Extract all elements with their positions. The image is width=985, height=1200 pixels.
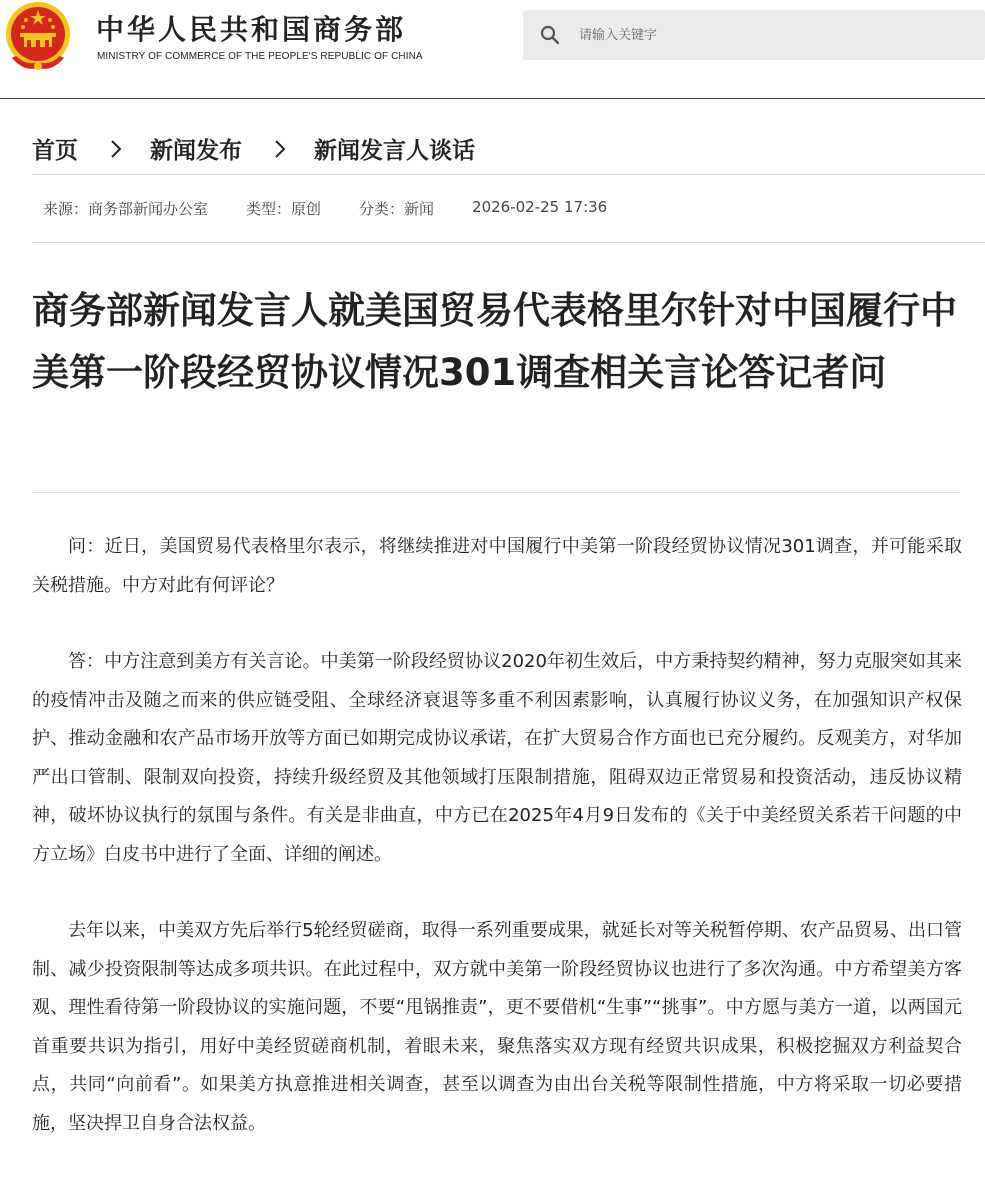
meta-type: 类型：原创 <box>246 200 322 218</box>
article-title: 商务部新闻发言人就美国贸易代表格里尔针对中国履行中美第一阶段经贸协议情况301调查相关言论答记者问 <box>32 289 957 394</box>
article-paragraph: 问：近日，美国贸易代表格里尔表示，将继续推进对中国履行中美第一阶段经贸协议情况301调查，并可能采取关税措施。中方对此有何评论？ <box>32 536 962 596</box>
national-emblem-icon[interactable] <box>4 0 72 72</box>
article-paragraph: 去年以来，中美双方先后举行5轮经贸磋商，取得一系列重要成果，就延长对等关税暂停期、农产品贸易、出口管制、减少投资限制等达成多项共识。在此过程中，双方就中美第一阶段经贸协议也进行了多次沟通。中方希望美方客观、理性看待第一阶段协议的实施问题，不要“甩锅推责”，更不要借机“生事”“挑事”。中方愿与美方一道，以两国元首重要共识为指引，用好中美经贸磋商机制，着眼未来，聚焦落实双方现有经贸共识成果，积极挖掘双方利益契合点，共同“向前看”。如果美方执意推进相关调查，甚至以调查为由出台关税等限制性措施，中方将采取一切必要措施，坚决捍卫自身合法权益。 <box>32 920 962 1134</box>
meta-source: 来源：商务部新闻办公室 <box>43 200 209 218</box>
breadcrumb <box>32 132 475 165</box>
chevron-right-icon <box>274 139 286 159</box>
breadcrumb-news-release[interactable]: 新闻发布 <box>150 138 242 164</box>
article-body <box>32 528 962 1181</box>
search-box <box>523 10 985 60</box>
site-header <box>0 0 985 99</box>
site-title[interactable]: 中华人民共和国商务部 <box>96 13 407 46</box>
divider <box>32 242 985 243</box>
chevron-right-icon <box>110 139 122 159</box>
article-paragraph: 答：中方注意到美方有关言论。中美第一阶段经贸协议2020年初生效后，中方秉持契约精神，努力克服突如其来的疫情冲击及随之而来的供应链受阻、全球经济衰退等多重不利因素影响，认真履行协议义务，在加强知识产权保护、推动金融和农产品市场开放等方面已如期完成协议承诺，在扩大贸易合作方面也已充分履约。反观美方，对华加严出口管制、限制双向投资，持续升级经贸及其他领域打压限制措施，阻碍双边正常贸易和投资活动，违反协议精神，破坏协议执行的氛围与条件。有关是非曲直，中方已在2025年4月9日发布的《关于中美经贸关系若干问题的中方立场》白皮书中进行了全面、详细的阐述。 <box>32 651 962 865</box>
meta-category: 分类：新闻 <box>359 200 435 218</box>
divider <box>32 174 985 175</box>
site-subtitle: MINISTRY OF COMMERCE OF THE PEOPLE'S REPUBLIC OF CHINA <box>97 51 423 62</box>
search-input[interactable] <box>579 25 969 45</box>
search-icon[interactable] <box>540 25 560 45</box>
divider <box>32 492 959 493</box>
breadcrumb-spokesperson-remarks[interactable]: 新闻发言人谈话 <box>314 138 475 164</box>
breadcrumb-home[interactable]: 首页 <box>32 138 78 164</box>
article-meta <box>43 198 645 219</box>
meta-datetime: 2026-02-25 17:36 <box>472 198 608 216</box>
